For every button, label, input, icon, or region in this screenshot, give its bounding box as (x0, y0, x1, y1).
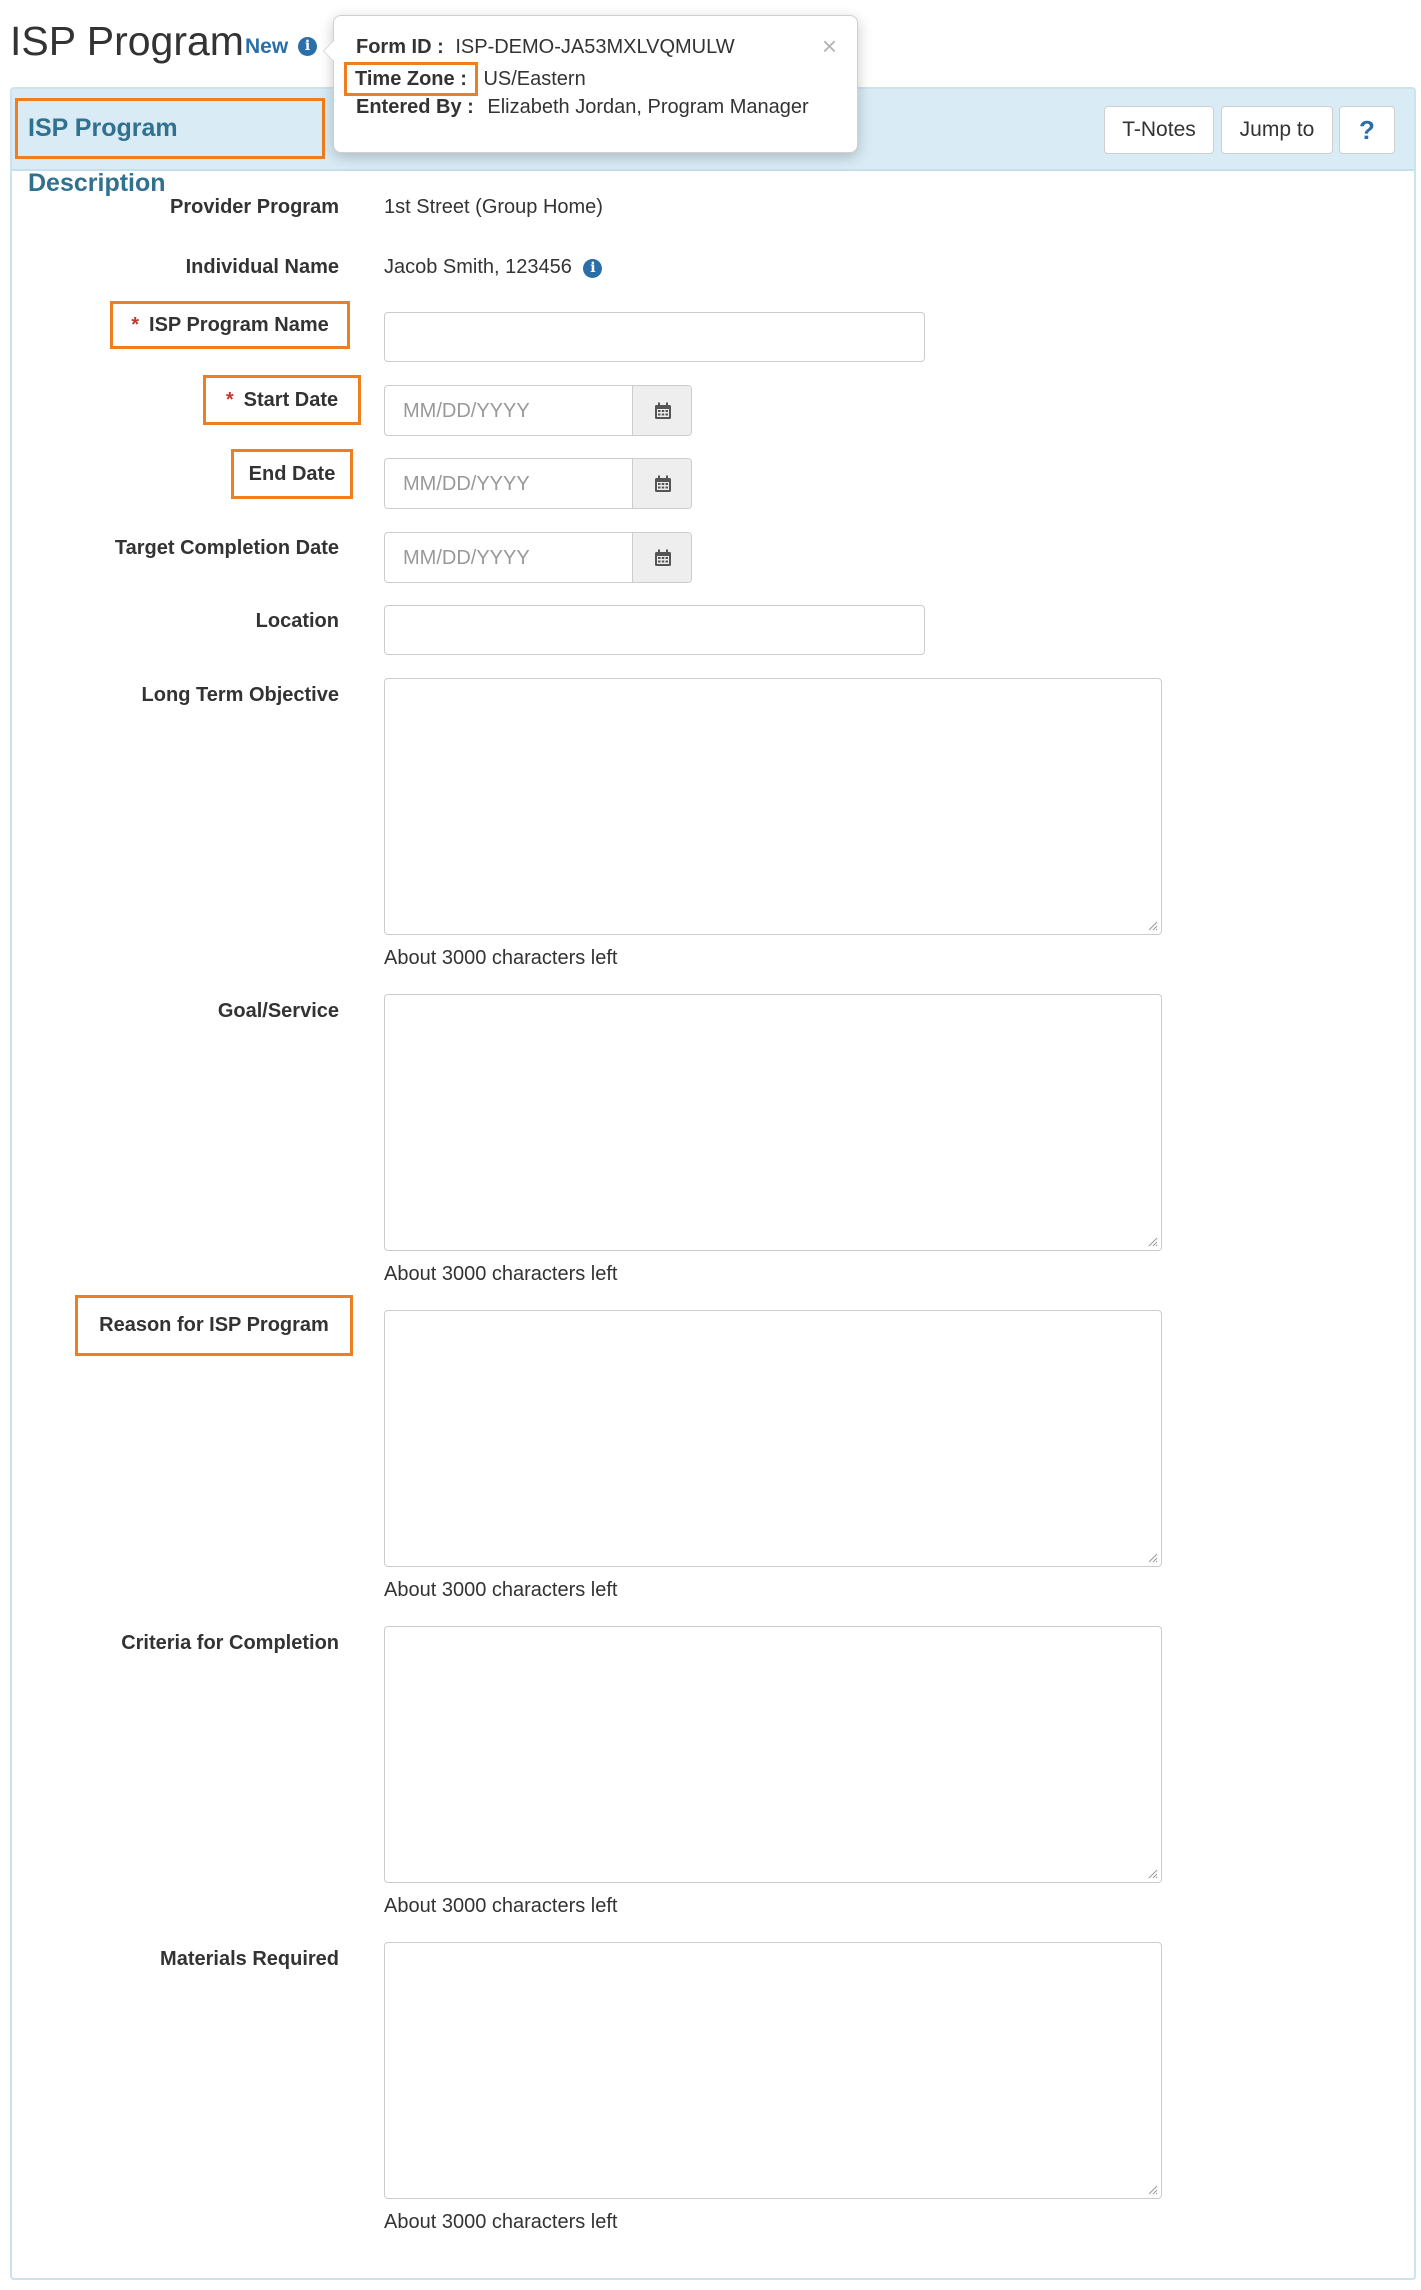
time-zone-label: Time Zone : (347, 65, 475, 93)
criteria-for-completion-counter: About 3000 characters left (384, 1895, 618, 1917)
target-completion-date-calendar-button[interactable] (632, 533, 691, 582)
close-icon[interactable]: × (821, 31, 837, 61)
resize-grip-icon[interactable] (1148, 1237, 1158, 1247)
start-date-placeholder: MM/DD/YYYY (403, 400, 530, 422)
form-id-row (356, 35, 735, 59)
isp-program-name-input[interactable] (384, 312, 925, 362)
required-asterisk: * (225, 389, 234, 411)
resize-grip-icon[interactable] (1148, 921, 1158, 931)
calendar-icon (654, 402, 672, 420)
entered-by-value: Elizabeth Jordan, Program Manager (487, 96, 809, 118)
materials-required-counter: About 3000 characters left (384, 2211, 618, 2233)
materials-required-textarea[interactable] (384, 1942, 1162, 2199)
entered-by-row (356, 95, 809, 119)
panel-title: ISP Program Description (18, 101, 322, 156)
start-date-label-text: Start Date (243, 389, 339, 411)
resize-grip-icon[interactable] (1148, 1869, 1158, 1879)
required-asterisk: * (131, 314, 140, 336)
start-date-label (206, 378, 358, 422)
individual-name-label: Individual Name (185, 256, 339, 278)
materials-required-label: Materials Required (160, 1948, 339, 1970)
long-term-objective-textarea[interactable] (384, 678, 1162, 935)
location-input[interactable] (384, 605, 925, 655)
individual-name-value (384, 255, 602, 279)
criteria-for-completion-textarea[interactable] (384, 1626, 1162, 1883)
calendar-icon (654, 475, 672, 493)
form-info-popover (333, 15, 858, 153)
time-zone-value: US/Eastern (483, 68, 586, 90)
goal-service-counter: About 3000 characters left (384, 1263, 618, 1285)
provider-program-label: Provider Program (170, 196, 339, 218)
isp-program-name-label (113, 304, 347, 346)
goal-service-label: Goal/Service (217, 1000, 339, 1022)
long-term-objective-label: Long Term Objective (141, 684, 339, 706)
individual-info-icon[interactable]: i (583, 259, 602, 278)
t-notes-button[interactable]: T-Notes (1104, 106, 1214, 154)
start-date-calendar-button[interactable] (632, 386, 691, 435)
reason-for-isp-program-textarea[interactable] (384, 1310, 1162, 1567)
reason-for-isp-program-counter: About 3000 characters left (384, 1579, 618, 1601)
form-id-label: Form ID : (356, 36, 444, 58)
target-completion-date-label: Target Completion Date (114, 537, 339, 559)
goal-service-textarea[interactable] (384, 994, 1162, 1251)
location-label: Location (255, 610, 339, 632)
page-title: ISP Program (10, 18, 244, 64)
criteria-for-completion-label: Criteria for Completion (121, 1632, 339, 1654)
info-icon[interactable]: i (298, 37, 317, 56)
form-id-value: ISP-DEMO-JA53MXLVQMULW (455, 36, 735, 58)
individual-name-text: Jacob Smith, 123456 (384, 256, 572, 278)
end-date-label: End Date (234, 452, 350, 496)
popover-arrow (323, 40, 334, 62)
reason-for-isp-program-label: Reason for ISP Program (78, 1298, 350, 1353)
end-date-field[interactable] (384, 458, 692, 509)
start-date-field[interactable] (384, 385, 692, 436)
jump-to-button[interactable]: Jump to (1221, 106, 1333, 154)
target-completion-date-placeholder: MM/DD/YYYY (403, 547, 530, 569)
calendar-icon (654, 549, 672, 567)
end-date-placeholder: MM/DD/YYYY (403, 473, 530, 495)
provider-program-value: 1st Street (Group Home) (384, 196, 603, 218)
time-zone-row (347, 65, 586, 93)
resize-grip-icon[interactable] (1148, 1553, 1158, 1563)
target-completion-date-field[interactable] (384, 532, 692, 583)
long-term-objective-counter: About 3000 characters left (384, 947, 618, 969)
end-date-calendar-button[interactable] (632, 459, 691, 508)
resize-grip-icon[interactable] (1148, 2185, 1158, 2195)
entered-by-label: Entered By : (356, 96, 474, 118)
help-button[interactable]: ? (1339, 106, 1395, 154)
status-new-link[interactable]: New (245, 35, 289, 58)
isp-program-name-label-text: ISP Program Name (149, 314, 329, 336)
